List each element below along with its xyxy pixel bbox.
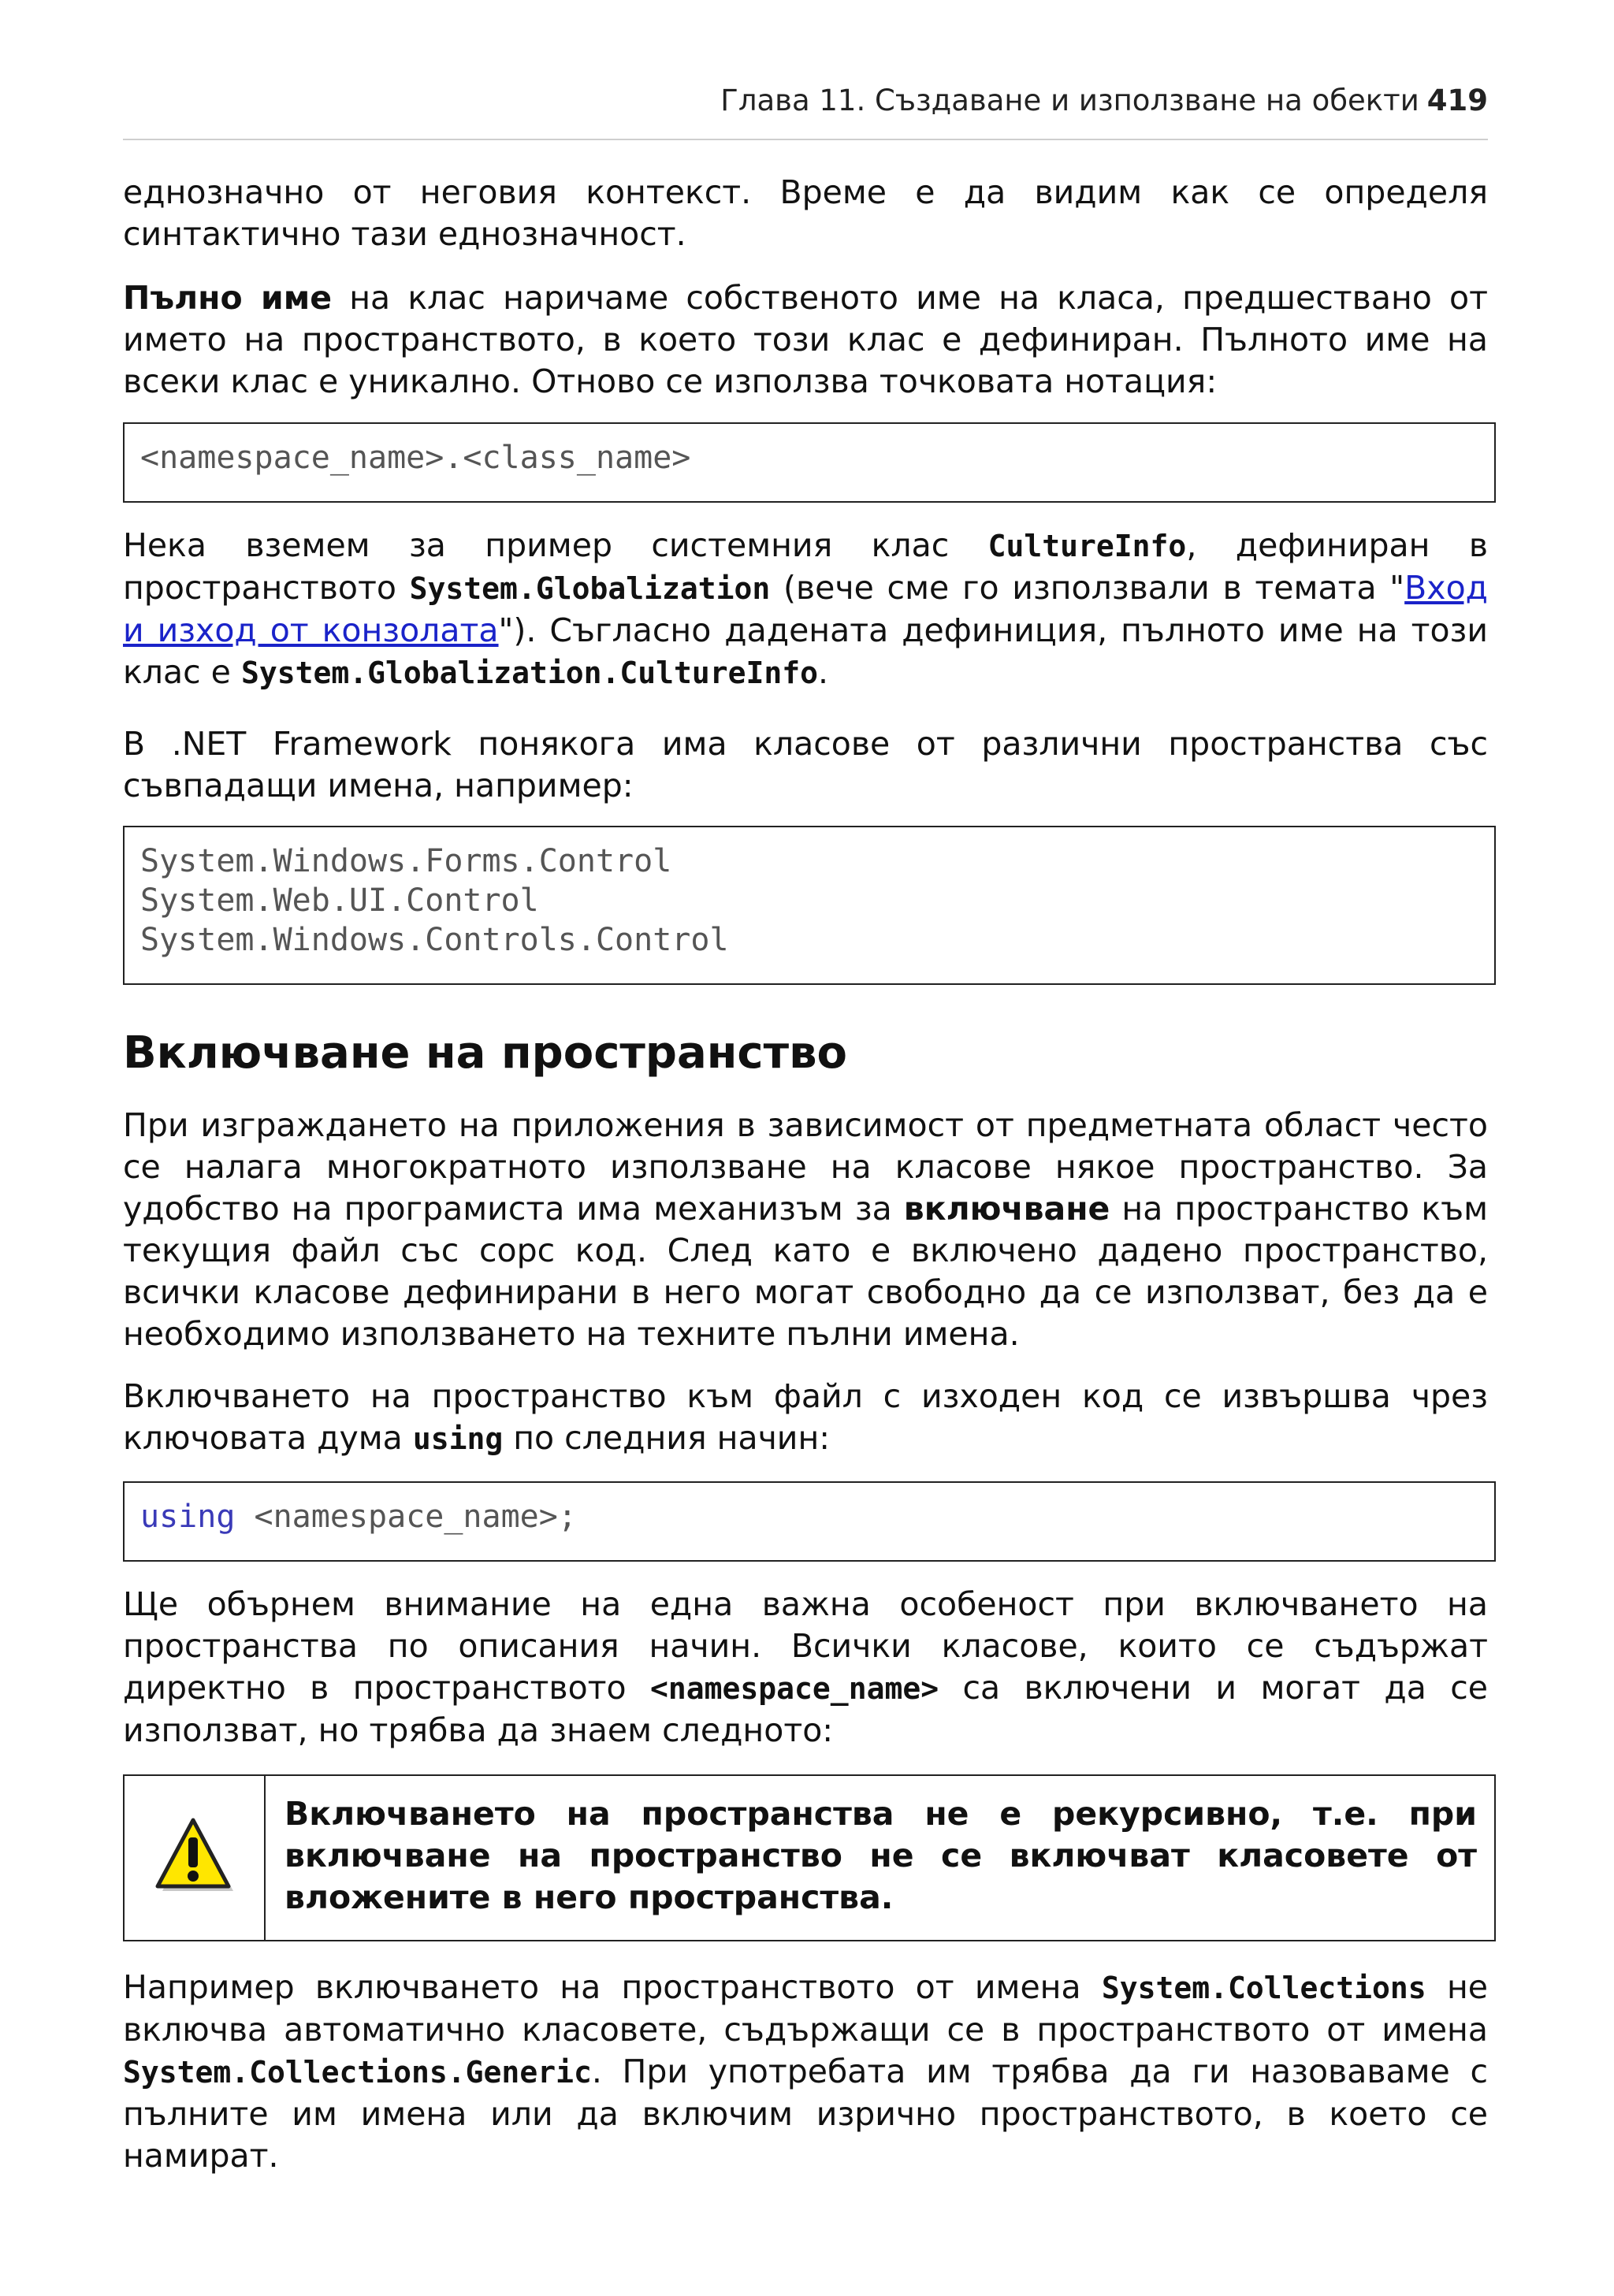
text-run: , дефиниран в пространството (123, 526, 1488, 607)
text-run: на пространство към текущия файл със сорс код. След като е включено дадено пространство, всички класове дефинирани в него могат свободно да се използват, без да е необходимо използването на техните пълни имена. (123, 1190, 1488, 1353)
term-full-name: Пълно име (123, 279, 333, 317)
running-header (123, 84, 1488, 117)
paragraph-cultureinfo (123, 525, 1488, 694)
text-run: Нека вземем за пример системния клас (123, 526, 988, 564)
paragraph-using-keyword (123, 1376, 1488, 1460)
paragraph-text: на клас наричаме собственото име на класа, предшествано от името на пространството, в което този клас е дефиниран. Пълното име на всеки клас е уникално. Отново се използва точковата нотация: (123, 279, 1488, 400)
code-line (140, 1497, 1478, 1536)
code-line: System.Windows.Forms.Control (140, 843, 672, 879)
text-run: (вече сме го използвали в темата " (770, 569, 1405, 607)
chapter-title: Глава 11. Създаване и използване на обекти (720, 84, 1419, 117)
code-block-using-directive (123, 1481, 1496, 1562)
paragraph-full-name (123, 277, 1488, 403)
warning-icon-cell (125, 1776, 266, 1940)
text-run: са включени и могат да се използват, но трябва да знаем следното: (123, 1669, 1489, 1749)
page-number: 419 (1426, 84, 1488, 117)
inline-code-cultureinfo: CultureInfo (987, 529, 1187, 563)
code-line: System.Web.UI.Control (140, 882, 539, 919)
text-run: . (818, 653, 829, 691)
text-run: "). Съгласно дадената дефиниция, пълното име на този клас е (123, 611, 1488, 691)
inline-code-system-collections: System.Collections (1101, 1971, 1426, 2005)
code-block-namespace-notation (123, 422, 1496, 503)
paragraph-text: еднозначно от неговия контекст. Време е да видим как се определя синтактично тази еднозначност. (123, 173, 1488, 253)
text-run: Например включването на пространството от имена (123, 1968, 1102, 2006)
inline-code-namespace-name: <namespace_name> (650, 1671, 939, 1706)
text-run: Включването на пространство към файл с изходен код се извършва чрез ключовата дума (123, 1377, 1488, 1457)
text-run: . При употребата им трябва да ги назоваваме с пълните им имена или да включим изрично пространството, в което се намират. (123, 2053, 1488, 2175)
section-heading: Включване на пространство (123, 1027, 847, 1079)
code-line: <namespace_name>.<class_name> (140, 440, 691, 476)
paragraph-text: В .NET Framework понякога има класове от различни пространства със съвпадащи имена, например: (123, 725, 1488, 804)
code-line: System.Windows.Controls.Control (140, 922, 729, 958)
header-divider (123, 139, 1488, 140)
warning-box (123, 1774, 1496, 1941)
inline-code-collections-generic: System.Collections.Generic (123, 2055, 592, 2090)
code-block-control-classes (123, 826, 1496, 985)
paragraph-important-note (123, 1584, 1488, 1752)
text-run: не включва автоматично класовете, съдържащи се в пространството от имена (123, 1968, 1488, 2049)
paragraph-1 (123, 172, 1488, 255)
code-keyword: using (140, 1499, 236, 1535)
code-rest: <namespace_name>; (235, 1499, 577, 1535)
inline-code-system-globalization: System.Globalization (409, 571, 771, 606)
inline-code-using: using (412, 1421, 504, 1456)
paragraph-including-namespace (123, 1105, 1488, 1355)
warning-text: Включването на пространства не е рекурсивно, т.е. при включване на пространство не се включват класовете от вложените в него пространства. (284, 1795, 1477, 1916)
warning-icon (151, 1817, 238, 1899)
inline-code-full-name: System.Globalization.CultureInfo (240, 656, 819, 690)
term-including: включване (903, 1190, 1110, 1228)
text-run: Ще обърнем внимание на една важна особеност при включването на пространства по описания начин. Всички класове, които се съдържат директно в пространството (123, 1585, 1488, 1707)
text-run: При изграждането на приложения в зависимост от предметната област често се налага многократното използване на класове някое пространство. За удобство на програмиста има механизъм за (123, 1106, 1488, 1228)
text-run: по следния начин: (503, 1419, 831, 1457)
console-io-link[interactable]: Вход и изход от конзолата (123, 569, 1488, 649)
paragraph-net-framework (123, 723, 1488, 807)
paragraph-collections-example (123, 1967, 1488, 2177)
